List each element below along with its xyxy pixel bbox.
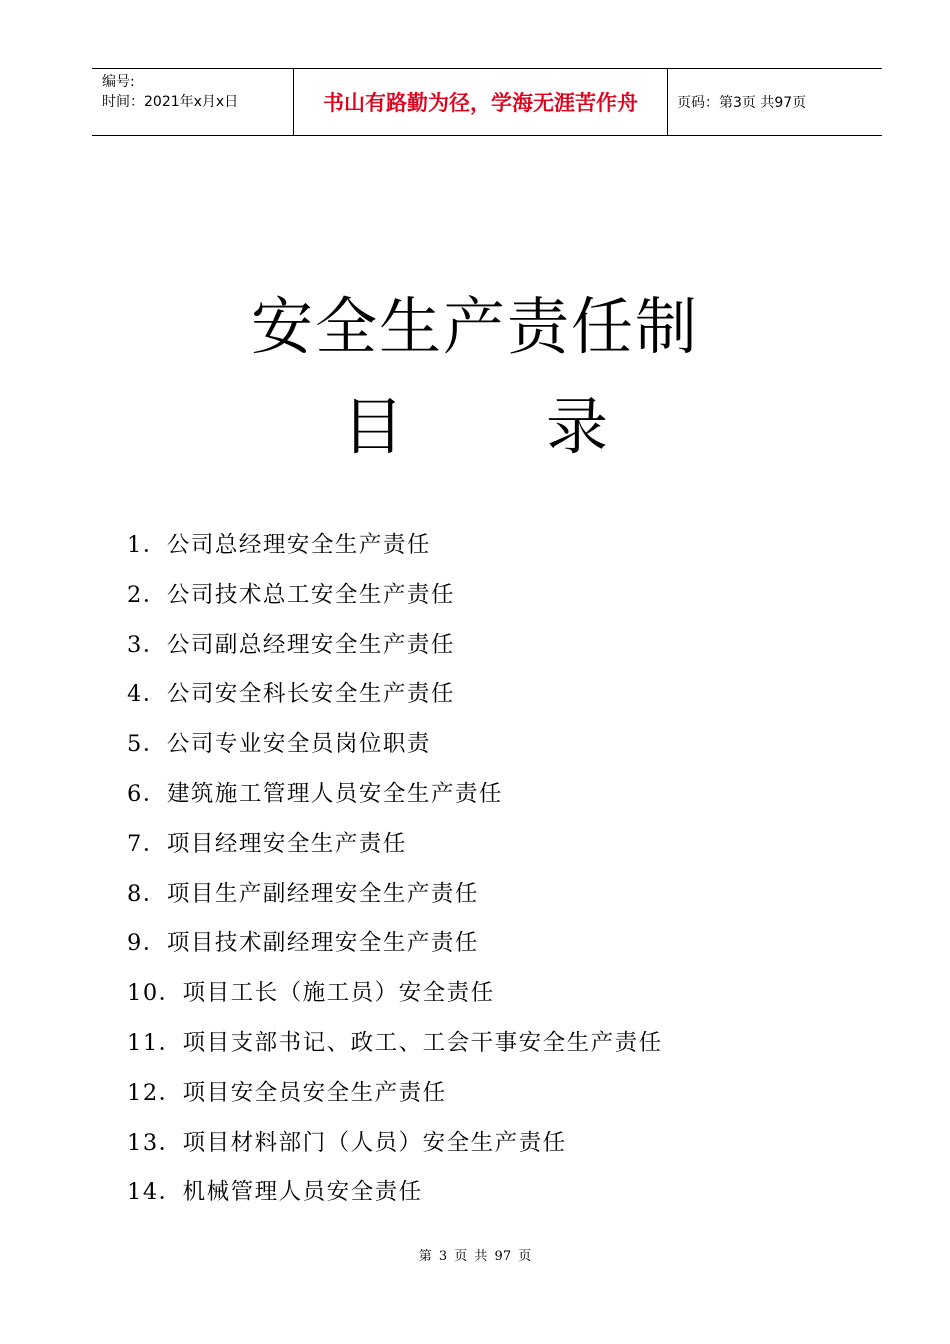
toc-item: 14．机械管理人员安全责任	[127, 1179, 423, 1206]
toc-item: 3．公司副总经理安全生产责任	[127, 631, 455, 658]
toc-item: 7．项目经理安全生产责任	[127, 830, 407, 857]
header-time-label: 时间：2021年x月x日	[102, 94, 239, 110]
header-page-info: 页码：第3页 共97页	[677, 95, 807, 111]
toc-heading-left: 目	[341, 390, 404, 463]
toc-item: 11．项目支部书记、政工、工会干事安全生产责任	[127, 1029, 663, 1056]
toc-item: 9．项目技术副经理安全生产责任	[127, 930, 479, 957]
page-footer: 第 3 页 共 97 页	[418, 1249, 532, 1264]
toc-item: 6．建筑施工管理人员安全生产责任	[127, 780, 503, 807]
header-number-label: 编号:	[102, 74, 135, 90]
table-of-contents	[127, 526, 663, 1223]
toc-item: 5．公司专业安全员岗位职责	[127, 731, 431, 758]
toc-item: 10．项目工长（施工员）安全责任	[127, 980, 495, 1007]
toc-heading	[0, 390, 950, 464]
toc-item: 2．公司技术总工安全生产责任	[127, 581, 455, 608]
toc-item: 1．公司总经理安全生产责任	[127, 532, 431, 558]
toc-item: 4．公司安全科长安全生产责任	[127, 681, 455, 708]
toc-item: 8．项目生产副经理安全生产责任	[127, 880, 479, 907]
toc-heading-right: 录	[546, 390, 609, 463]
document-title: 安全生产责任制	[250, 290, 699, 363]
header-meta	[102, 72, 292, 112]
toc-item: 13．项目材料部门（人员）安全生产责任	[127, 1129, 567, 1156]
page-header	[92, 68, 882, 136]
header-motto: 书山有路勤为径，学海无涯苦作舟	[293, 69, 668, 135]
toc-item: 12．项目安全员安全生产责任	[127, 1079, 447, 1106]
